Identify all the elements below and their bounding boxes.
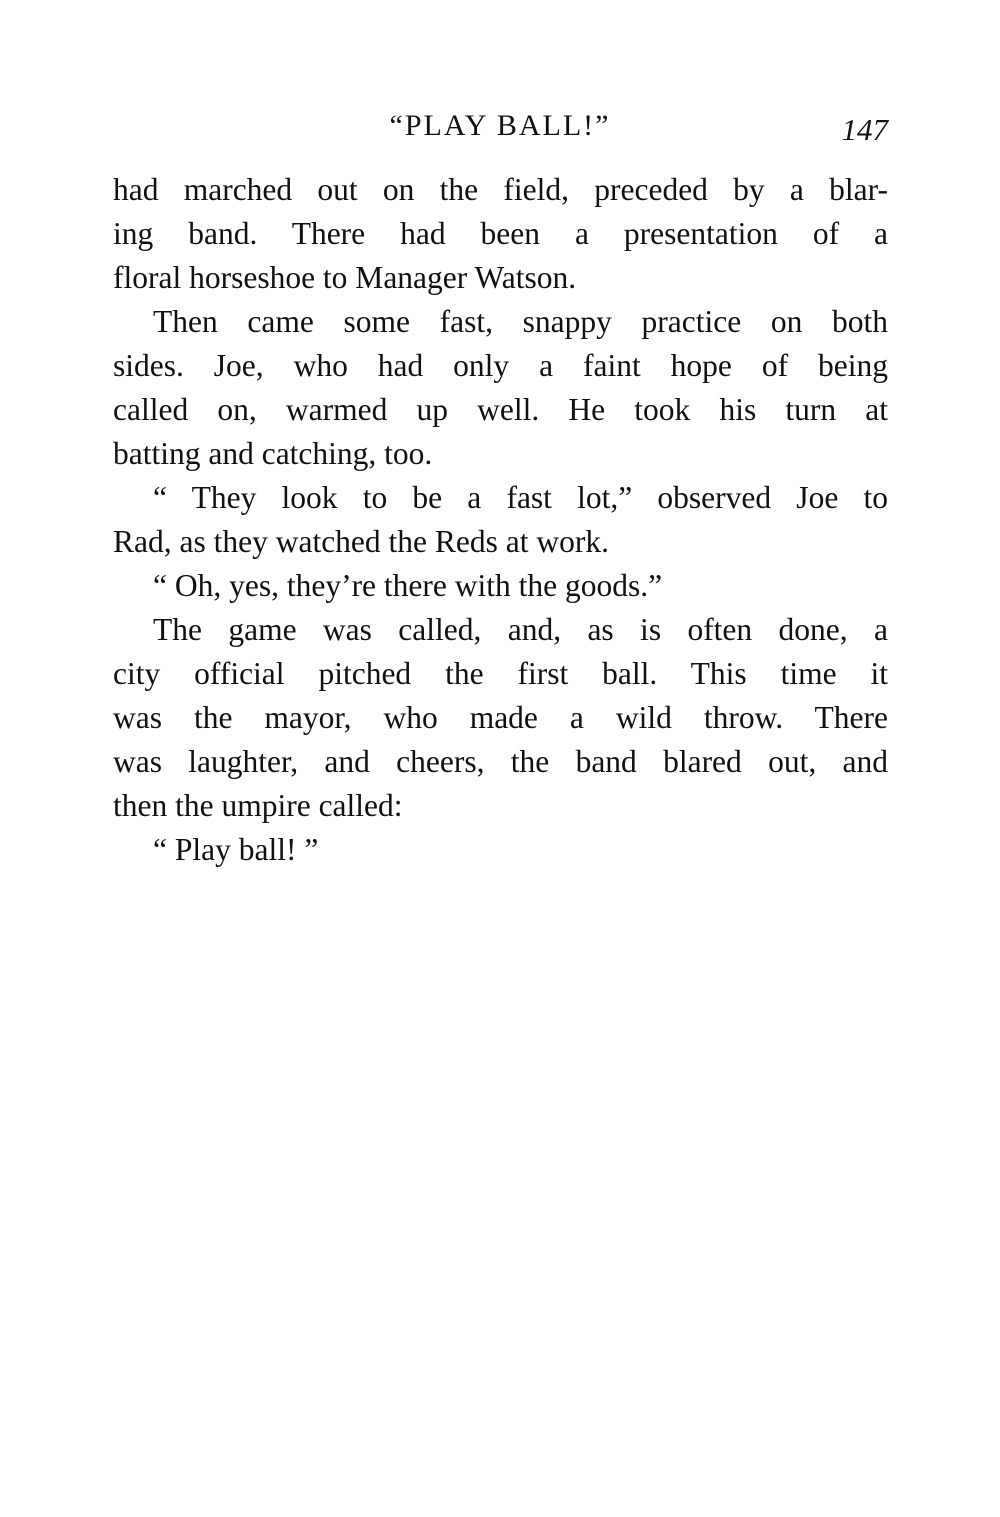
body-text [113, 168, 888, 872]
text-line: called on, warmed up well. He took his turn at [113, 392, 888, 427]
text-line: city official pitched the first ball. This time it [113, 656, 888, 691]
text-line: sides. Joe, who had only a faint hope of being [113, 348, 888, 383]
paragraph-5 [113, 608, 888, 828]
text-line: The game was called, and, as is often done, a [153, 612, 888, 647]
text-line: floral horseshoe to Manager Watson. [113, 260, 577, 295]
text-line: Then came some fast, snappy practice on both [153, 304, 888, 339]
text-line: ing band. There had been a presentation of a [113, 216, 888, 251]
text-line: was the mayor, who made a wild throw. There [113, 700, 888, 735]
page-number: 147 [841, 112, 888, 147]
running-head [112, 104, 888, 148]
text-line: “ They look to be a fast lot,” observed Joe to [153, 480, 888, 515]
text-line: was laughter, and cheers, the band blared out, and [113, 744, 888, 779]
text-line: batting and catching, too. [113, 436, 433, 471]
text-line: then the umpire called: [113, 788, 403, 823]
text-line: Rad, as they watched the Reds at work. [113, 524, 609, 559]
paragraph-1 [113, 168, 888, 300]
text-line: “ Play ball! ” [153, 832, 319, 867]
paragraph-2 [113, 300, 888, 476]
paragraph-6 [113, 828, 888, 872]
text-line: “ Oh, yes, they’re there with the goods.” [153, 568, 663, 603]
running-title: “PLAY BALL!” [389, 109, 611, 142]
text-line: had marched out on the field, preceded by a blar- [113, 172, 888, 207]
paragraph-4 [113, 564, 888, 608]
paragraph-3 [113, 476, 888, 564]
